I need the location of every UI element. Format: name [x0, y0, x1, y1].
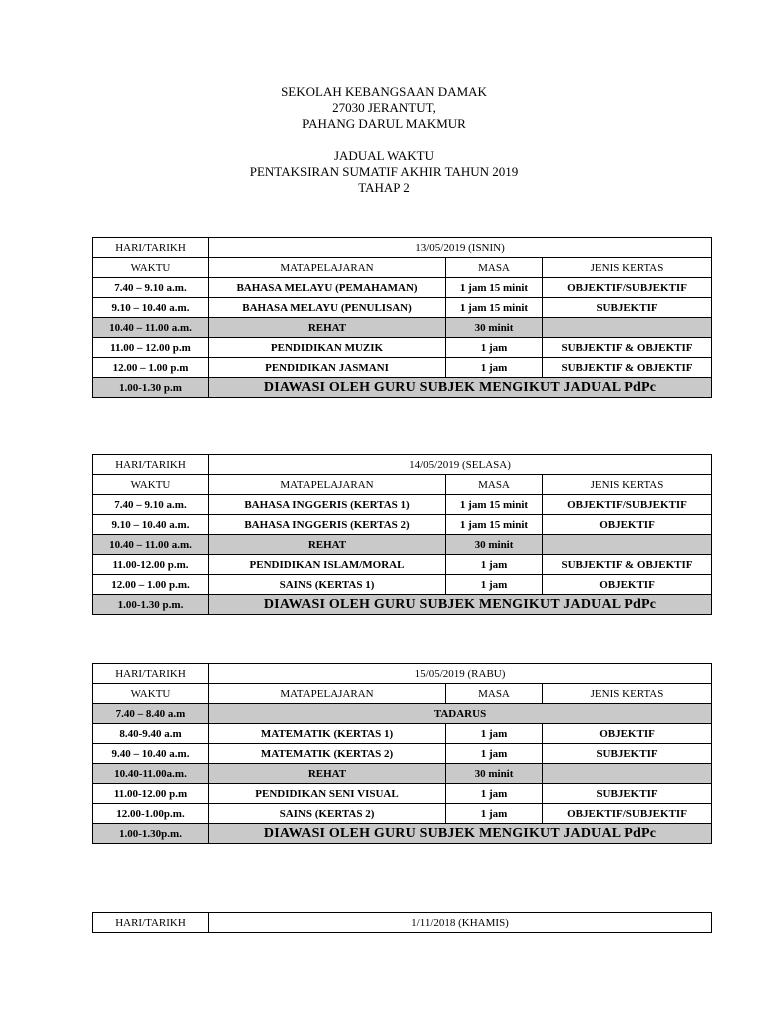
supervision-note: DIAWASI OLEH GURU SUBJEK MENGIKUT JADUAL PdPc: [209, 595, 712, 615]
supervision-row: [93, 595, 712, 615]
date-row: [93, 913, 712, 933]
jenis-cell: SUBJEKTIF: [543, 784, 712, 804]
subject-cell: PENDIDIKAN SENI VISUAL: [209, 784, 446, 804]
waktu-cell: 8.40-9.40 a.m: [93, 724, 209, 744]
school-state: PAHANG DARUL MAKMUR: [302, 116, 466, 131]
masa-cell: 1 jam: [446, 555, 543, 575]
tadarus-row: [93, 704, 712, 724]
document-subtitle: PENTAKSIRAN SUMATIF AKHIR TAHUN 2019: [249, 164, 519, 179]
column-header-row: [93, 258, 712, 278]
masa-header: MASA: [446, 258, 543, 278]
date-row: [93, 238, 712, 258]
table-row: [93, 724, 712, 744]
jenis-cell: OBJEKTIF/SUBJEKTIF: [543, 804, 712, 824]
timetable-day-2: [92, 454, 712, 615]
waktu-cell: 1.00-1.30p.m.: [93, 824, 209, 844]
waktu-cell: 7.40 – 9.10 a.m.: [93, 278, 209, 298]
table-row: [93, 575, 712, 595]
matapelajaran-header: MATAPELAJARAN: [209, 684, 446, 704]
jenis-cell: OBJEKTIF: [543, 575, 712, 595]
jenis-cell: SUBJEKTIF & OBJEKTIF: [543, 358, 712, 378]
waktu-cell: 1.00-1.30 p.m.: [93, 595, 209, 615]
hari-tarikh-label: HARI/TARIKH: [93, 455, 209, 475]
tadarus-cell: TADARUS: [209, 704, 712, 724]
jenis-cell: SUBJEKTIF & OBJEKTIF: [543, 555, 712, 575]
subject-cell: REHAT: [209, 318, 446, 338]
table-row: [93, 495, 712, 515]
table-row: [93, 298, 712, 318]
document-header: [0, 84, 768, 196]
column-header-row: [93, 475, 712, 495]
masa-cell: 1 jam: [446, 358, 543, 378]
subject-cell: BAHASA INGGERIS (KERTAS 2): [209, 515, 446, 535]
table-row: [93, 358, 712, 378]
waktu-cell: 10.40 – 11.00 a.m.: [93, 535, 209, 555]
waktu-cell: 12.00 – 1.00 p.m.: [93, 575, 209, 595]
subject-cell: BAHASA INGGERIS (KERTAS 1): [209, 495, 446, 515]
matapelajaran-header: MATAPELAJARAN: [209, 475, 446, 495]
subject-cell: BAHASA MELAYU (PEMAHAMAN): [209, 278, 446, 298]
matapelajaran-header: MATAPELAJARAN: [209, 258, 446, 278]
waktu-cell: 7.40 – 8.40 a.m: [93, 704, 209, 724]
date-cell: 13/05/2019 (ISNIN): [209, 238, 712, 258]
jenis-cell: OBJEKTIF: [543, 515, 712, 535]
table-row: [93, 784, 712, 804]
table-row: [93, 744, 712, 764]
waktu-cell: 12.00 – 1.00 p.m: [93, 358, 209, 378]
masa-cell: 1 jam: [446, 744, 543, 764]
waktu-cell: 11.00-12.00 p.m.: [93, 555, 209, 575]
school-postcode-town: 27030 JERANTUT,: [332, 100, 436, 115]
jenis-cell: OBJEKTIF: [543, 724, 712, 744]
subject-cell: REHAT: [209, 535, 446, 555]
date-cell: 15/05/2019 (RABU): [209, 664, 712, 684]
masa-cell: 1 jam: [446, 338, 543, 358]
waktu-cell: 12.00-1.00p.m.: [93, 804, 209, 824]
timetable-day-3: [92, 663, 712, 844]
timetable-day-1: [92, 237, 712, 398]
date-cell: 1/11/2018 (KHAMIS): [209, 913, 712, 933]
subject-cell: MATEMATIK (KERTAS 2): [209, 744, 446, 764]
waktu-cell: 10.40 – 11.00 a.m.: [93, 318, 209, 338]
waktu-cell: 11.00 – 12.00 p.m: [93, 338, 209, 358]
waktu-cell: 7.40 – 9.10 a.m.: [93, 495, 209, 515]
subject-cell: MATEMATIK (KERTAS 1): [209, 724, 446, 744]
hari-tarikh-label: HARI/TARIKH: [93, 238, 209, 258]
waktu-cell: 10.40-11.00a.m.: [93, 764, 209, 784]
waktu-cell: 9.10 – 10.40 a.m.: [93, 515, 209, 535]
subject-cell: SAINS (KERTAS 1): [209, 575, 446, 595]
document-level: TAHAP 2: [358, 180, 410, 195]
masa-cell: 1 jam: [446, 724, 543, 744]
supervision-row: [93, 824, 712, 844]
jenis-cell: OBJEKTIF/SUBJEKTIF: [543, 495, 712, 515]
table-row: [93, 278, 712, 298]
waktu-cell: 9.10 – 10.40 a.m.: [93, 298, 209, 318]
date-row: [93, 664, 712, 684]
jenis-kertas-header: JENIS KERTAS: [543, 258, 712, 278]
waktu-cell: 11.00-12.00 p.m: [93, 784, 209, 804]
table-row: [93, 555, 712, 575]
jenis-cell: [543, 764, 712, 784]
break-row: [93, 535, 712, 555]
jenis-cell: [543, 535, 712, 555]
waktu-header: WAKTU: [93, 258, 209, 278]
jenis-cell: OBJEKTIF/SUBJEKTIF: [543, 278, 712, 298]
masa-cell: 1 jam: [446, 804, 543, 824]
supervision-note: DIAWASI OLEH GURU SUBJEK MENGIKUT JADUAL PdPc: [209, 824, 712, 844]
subject-cell: PENDIDIKAN JASMANI: [209, 358, 446, 378]
masa-cell: 30 minit: [446, 535, 543, 555]
masa-header: MASA: [446, 684, 543, 704]
break-row: [93, 318, 712, 338]
waktu-cell: 1.00-1.30 p.m: [93, 378, 209, 398]
supervision-row: [93, 378, 712, 398]
masa-header: MASA: [446, 475, 543, 495]
table-row: [93, 515, 712, 535]
hari-tarikh-label: HARI/TARIKH: [93, 664, 209, 684]
jenis-kertas-header: JENIS KERTAS: [543, 684, 712, 704]
masa-cell: 30 minit: [446, 318, 543, 338]
table-row: [93, 338, 712, 358]
masa-cell: 1 jam 15 minit: [446, 495, 543, 515]
subject-cell: SAINS (KERTAS 2): [209, 804, 446, 824]
hari-tarikh-label: HARI/TARIKH: [93, 913, 209, 933]
waktu-header: WAKTU: [93, 684, 209, 704]
jenis-kertas-header: JENIS KERTAS: [543, 475, 712, 495]
timetable-day-4: [92, 912, 712, 933]
jenis-cell: SUBJEKTIF: [543, 744, 712, 764]
waktu-cell: 9.40 – 10.40 a.m.: [93, 744, 209, 764]
subject-cell: PENDIDIKAN ISLAM/MORAL: [209, 555, 446, 575]
subject-cell: BAHASA MELAYU (PENULISAN): [209, 298, 446, 318]
column-header-row: [93, 684, 712, 704]
masa-cell: 1 jam 15 minit: [446, 515, 543, 535]
masa-cell: 30 minit: [446, 764, 543, 784]
document-title: JADUAL WAKTU: [333, 148, 435, 163]
masa-cell: 1 jam: [446, 575, 543, 595]
table-row: [93, 804, 712, 824]
date-row: [93, 455, 712, 475]
school-name: SEKOLAH KEBANGSAAN DAMAK: [281, 84, 487, 99]
masa-cell: 1 jam 15 minit: [446, 278, 543, 298]
jenis-cell: SUBJEKTIF & OBJEKTIF: [543, 338, 712, 358]
break-row: [93, 764, 712, 784]
subject-cell: REHAT: [209, 764, 446, 784]
waktu-header: WAKTU: [93, 475, 209, 495]
masa-cell: 1 jam 15 minit: [446, 298, 543, 318]
jenis-cell: SUBJEKTIF: [543, 298, 712, 318]
date-cell: 14/05/2019 (SELASA): [209, 455, 712, 475]
masa-cell: 1 jam: [446, 784, 543, 804]
jenis-cell: [543, 318, 712, 338]
subject-cell: PENDIDIKAN MUZIK: [209, 338, 446, 358]
supervision-note: DIAWASI OLEH GURU SUBJEK MENGIKUT JADUAL PdPc: [209, 378, 712, 398]
